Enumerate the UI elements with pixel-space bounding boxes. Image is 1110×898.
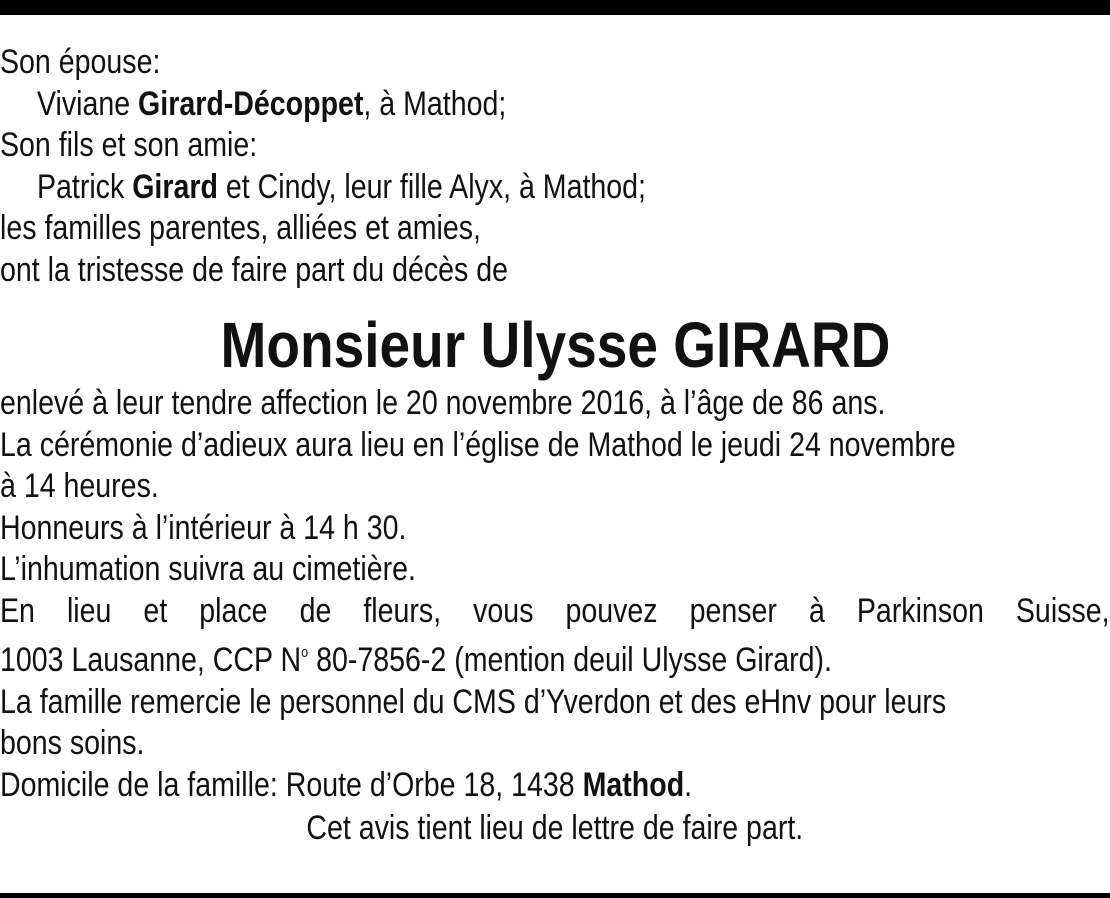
honours-line: Honneurs à l’intérieur à 14 h 30. [0, 508, 407, 547]
ceremony-line-1: La cérémonie d’adieux aura lieu en l’église de Mathod le jeudi 24 novembre [0, 425, 956, 464]
bottom-border-rule [0, 893, 1110, 898]
son-heading: Son fils et son amie: [0, 126, 258, 164]
closing-line: Cet avis tient lieu de lettre de faire part. [306, 809, 804, 847]
families-line: les familles parentes, alliées et amies, [0, 209, 481, 247]
thanks-line-1: La famille remercie le personnel du CMS d’Yverdon et des eHnv pour leurs [0, 682, 947, 721]
domicile-line: Domicile de la famille: Route d’Orbe 18, 1438 Mathod. [0, 765, 693, 804]
domicile-town: Mathod [582, 765, 685, 804]
obituary-notice [0, 42, 1110, 850]
son-surname: Girard [132, 167, 218, 206]
death-line: enlevé à leur tendre affection le 20 novembre 2016, à l’âge de 86 ans. [0, 384, 886, 422]
burial-line: L’inhumation suivra au cimetière. [0, 550, 416, 588]
flowers-line-1: En lieu et place de fleurs, vous pouvez penser à Parkinson Suisse, [0, 591, 1110, 630]
spouse-heading: Son épouse: [0, 43, 161, 81]
thanks-line-2: bons soins. [0, 724, 145, 762]
spouse-line: Viviane Girard-Décoppet, à Mathod; [36, 84, 507, 123]
son-line: Patrick Girard et Cindy, leur fille Alyx, à Mathod; [36, 167, 646, 206]
ceremony-line-2: à 14 heures. [0, 467, 159, 505]
announcement-line: ont la tristesse de faire part du décès de [0, 250, 509, 289]
top-border-rule [0, 0, 1110, 15]
flowers-line-2: 1003 Lausanne, CCP $N^o$ 80-7856-2 (mention deuil Ulysse Girard). [0, 641, 832, 679]
deceased-name: Monsieur Ulysse GIRARD [220, 309, 890, 381]
spouse-surname: Girard-Décoppet [138, 84, 364, 123]
